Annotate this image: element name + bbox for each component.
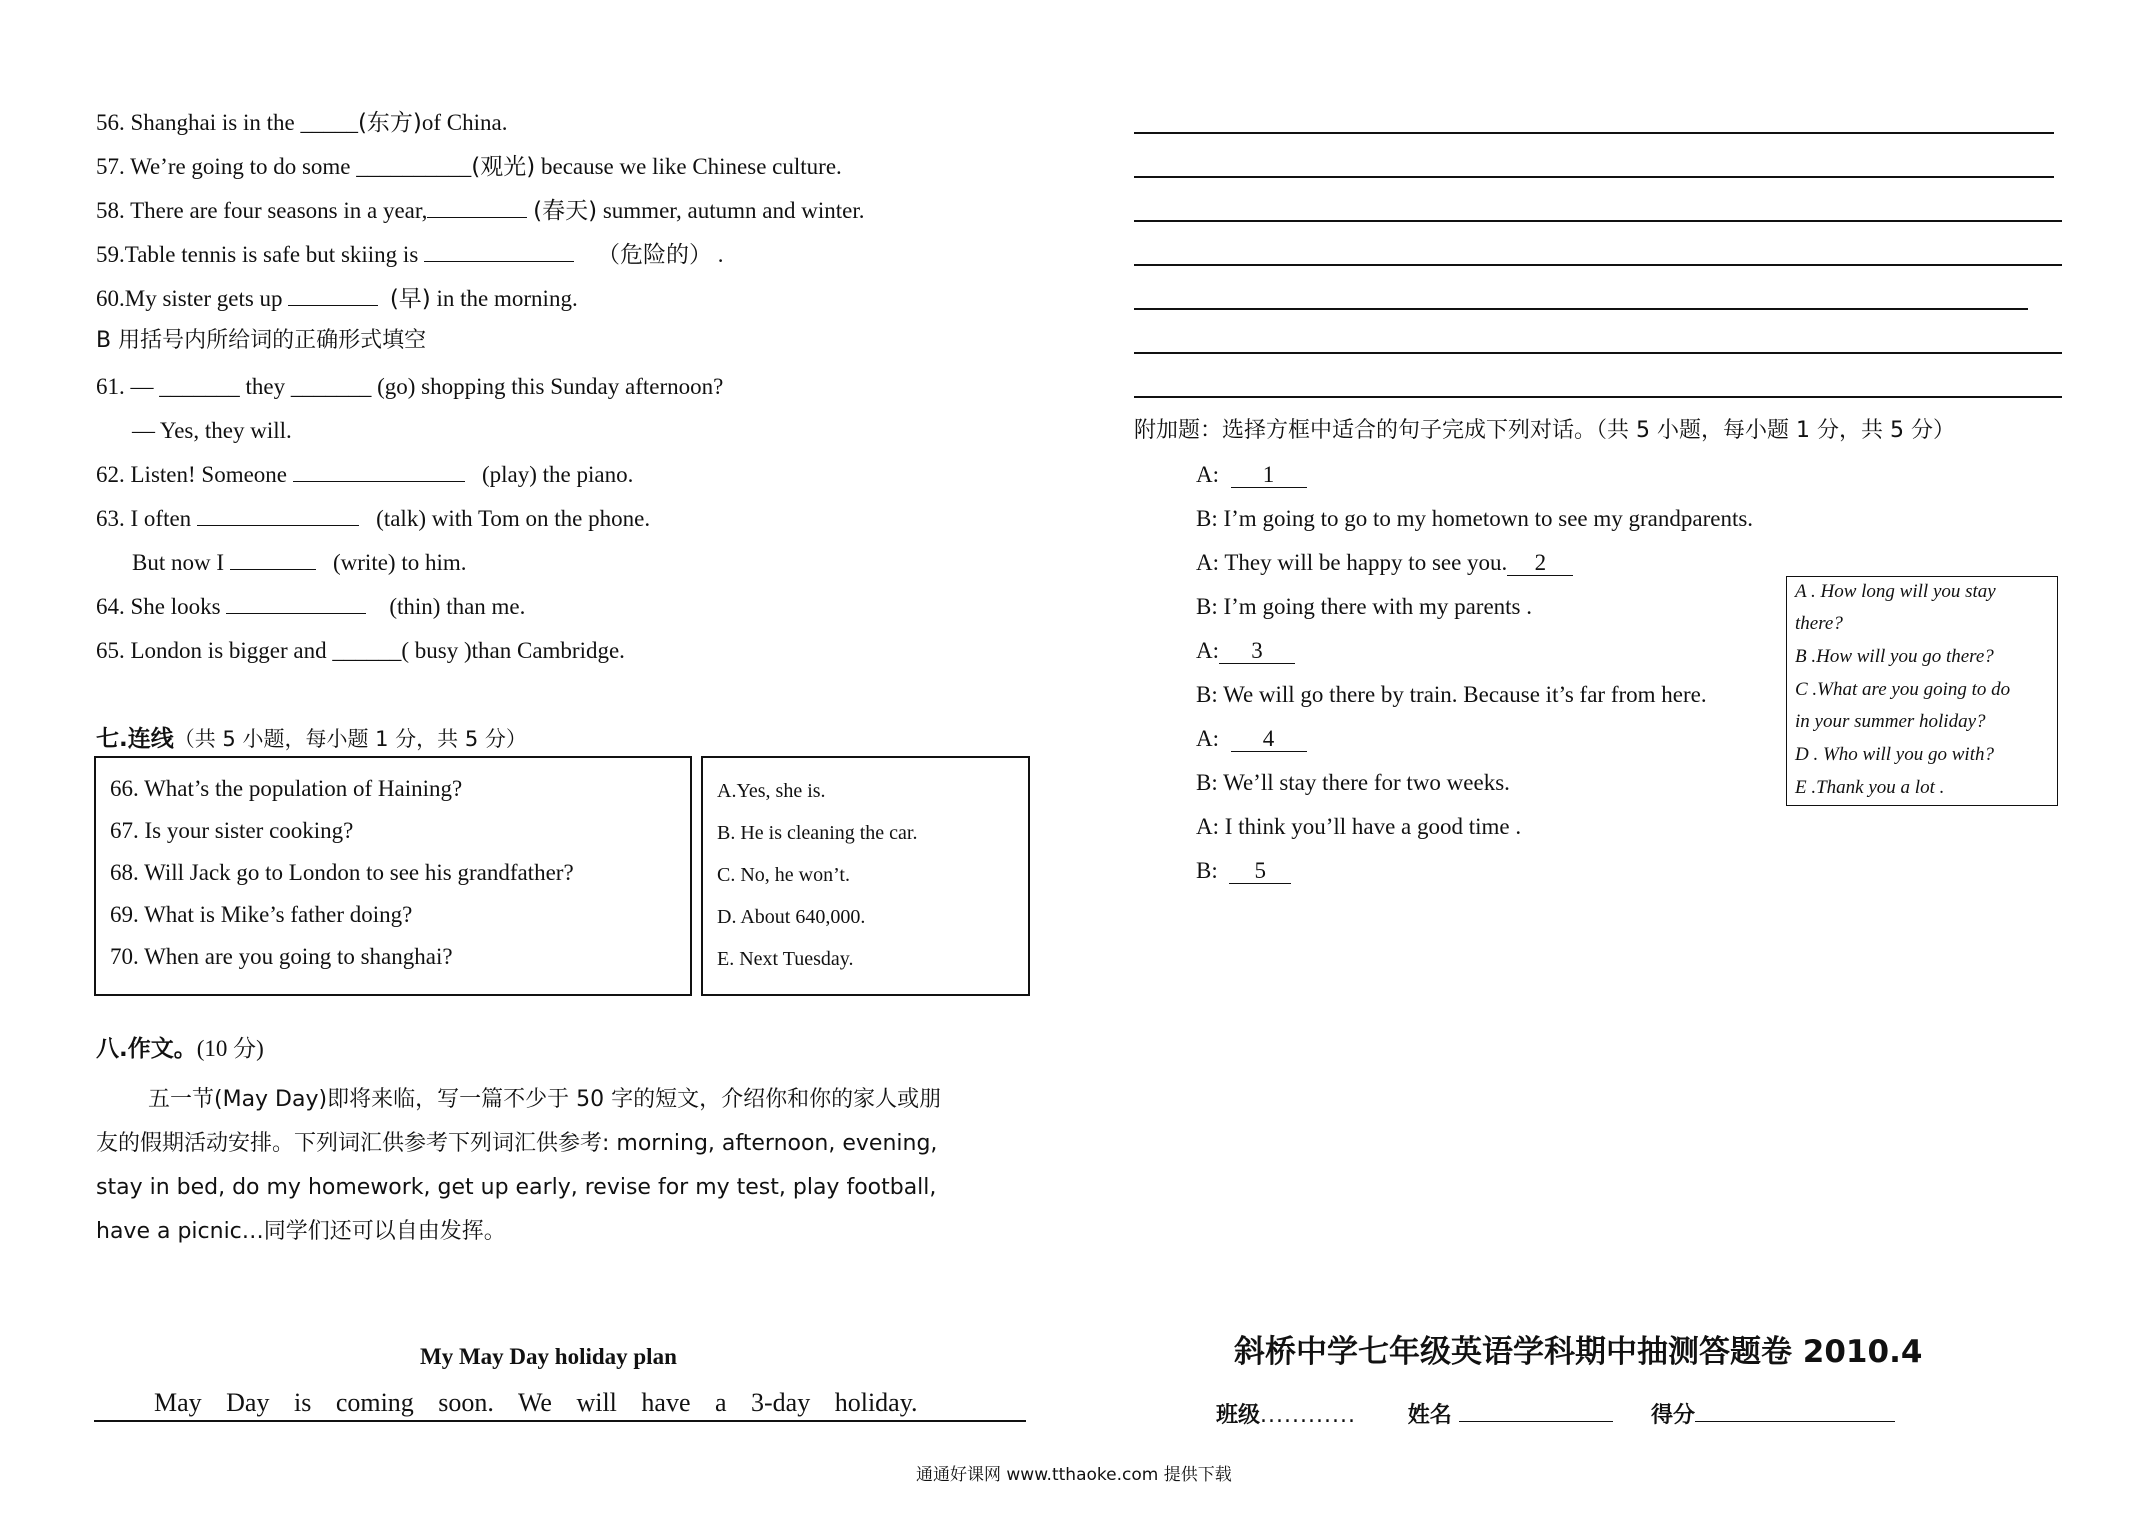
writing-line[interactable] xyxy=(1134,220,2062,222)
dialog-blank[interactable]: 4 xyxy=(1231,727,1307,752)
dialog-line-3: A: They will be happy to see you. 2 xyxy=(1196,548,1573,578)
writing-line[interactable] xyxy=(1134,308,2028,310)
option-text: C .What are you going to do xyxy=(1795,679,2011,700)
score-field[interactable] xyxy=(1695,1399,1895,1422)
dialog-line-2: B: I’m going to go to my hometown to see my grandparents. xyxy=(1196,506,1754,531)
composition-instructions: 五一节(May Day)即将来临，写一篇不少于 50 字的短文，介绍你和你的家人或朋 友的假期活动安排。下列词汇供参考下列词汇供参考: morning, afternoon, evening, stay in bed, do my homework, get up early, revise for my test, play football, have a picnic…同学们还可以自由发挥。 xyxy=(96,1087,942,1244)
matching-answer: C. No, he won’t. xyxy=(717,864,850,886)
matching-question: 66. What’s the population of Haining? xyxy=(110,776,463,801)
dialog-line-8: B: We’ll stay there for two weeks. xyxy=(1196,770,1510,795)
answer-sheet-title: 斜桥中学七年级英语学科期中抽测答题卷 2010.4 xyxy=(1234,1334,1923,1370)
question-63: 63. I often (talk) with Tom on the phone. xyxy=(96,506,651,531)
question-62: 62. Listen! Someone (play) the piano. xyxy=(96,462,634,487)
matching-question: 70. When are you going to shanghai? xyxy=(110,944,453,969)
footer-text: 通通好课网 www.tthaoke.com 提供下载 xyxy=(916,1465,1232,1485)
writing-line[interactable] xyxy=(1134,396,2062,398)
answer-blank[interactable] xyxy=(226,593,366,614)
essay-title: My May Day holiday plan xyxy=(420,1344,677,1369)
option-text: in your summer holiday? xyxy=(1795,711,1986,732)
matching-questions-box xyxy=(94,756,692,996)
dialog-line-10: B: 5 xyxy=(1196,856,1291,886)
question-57: 57. We’re going to do some __________(观光) because we like Chinese culture. xyxy=(96,154,842,180)
section-8-title: 八.作文。(10 分) xyxy=(96,1036,264,1062)
dialog-line-4: B: I’m going there with my parents . xyxy=(1196,594,1532,619)
question-59: 59.Table tennis is safe but skiing is （危险的） . xyxy=(96,242,724,268)
matching-question: 68. Will Jack go to London to see his grandfather? xyxy=(110,860,574,885)
answer-blank[interactable] xyxy=(230,549,316,570)
question-63b: But now I (write) to him. xyxy=(132,550,467,575)
writing-line[interactable] xyxy=(1134,176,2054,178)
writing-line[interactable] xyxy=(1134,352,2062,354)
dialog-blank[interactable]: 3 xyxy=(1219,639,1295,664)
option-text: D . Who will you go with? xyxy=(1795,744,1994,765)
answer-blank[interactable] xyxy=(197,505,359,526)
section-b-title: B 用括号内所给词的正确形式填空 xyxy=(96,328,427,353)
name-field[interactable] xyxy=(1459,1399,1613,1422)
bonus-title: 附加题：选择方框中适合的句子完成下列对话。（共 5 小题，每小题 1 分，共 5 分） xyxy=(1134,418,1955,443)
answer-blank[interactable] xyxy=(288,285,378,306)
matching-answer: A.Yes, she is. xyxy=(717,780,826,802)
dialog-line-1: A: 1 xyxy=(1196,460,1307,490)
answer-blank[interactable] xyxy=(427,197,527,218)
options-box xyxy=(1786,576,2058,806)
writing-line[interactable] xyxy=(1134,264,2062,266)
essay-first-line[interactable]: May Day is coming soon. We will have a 3-day holiday. xyxy=(94,1386,1026,1422)
matching-answer: D. About 640,000. xyxy=(717,906,866,928)
matching-question: 67. Is your sister cooking? xyxy=(110,818,354,843)
question-65: 65. London is bigger and ______( busy )than Cambridge. xyxy=(96,638,625,663)
dialog-line-9: A: I think you’ll have a good time . xyxy=(1196,814,1522,839)
dialog-blank[interactable]: 1 xyxy=(1231,463,1307,488)
answer-blank[interactable] xyxy=(293,461,465,482)
dialog-line-7: A: 4 xyxy=(1196,724,1307,754)
writing-line[interactable] xyxy=(1134,132,2054,134)
matching-answer: B. He is cleaning the car. xyxy=(717,822,918,844)
option-text: there? xyxy=(1795,613,1843,634)
question-64: 64. She looks (thin) than me. xyxy=(96,594,526,619)
dialog-line-5: A: 3 xyxy=(1196,636,1295,666)
question-58: 58. There are four seasons in a year, (春天) summer, autumn and winter. xyxy=(96,198,865,224)
class-field[interactable]: ............ xyxy=(1260,1403,1356,1428)
matching-answers-box xyxy=(701,756,1030,996)
answer-blank[interactable] xyxy=(424,241,574,262)
question-61: 61. — _______ they _______ (go) shopping this Sunday afternoon? xyxy=(96,374,724,399)
matching-answer: E. Next Tuesday. xyxy=(717,948,854,970)
section-7-title: 七.连线（共 5 小题，每小题 1 分，共 5 分） xyxy=(96,726,527,752)
option-text: B .How will you go there? xyxy=(1795,646,1994,667)
option-text: A . How long will you stay xyxy=(1795,581,1996,602)
question-60: 60.My sister gets up (早) in the morning. xyxy=(96,286,578,312)
dialog-blank[interactable]: 2 xyxy=(1507,551,1573,576)
question-56: 56. Shanghai is in the _____(东方)of China. xyxy=(96,110,508,136)
dialog-blank[interactable]: 5 xyxy=(1229,859,1291,884)
dialog-line-6: B: We will go there by train. Because it’s far from here. xyxy=(1196,682,1707,707)
question-61-answer: — Yes, they will. xyxy=(132,418,292,443)
answer-sheet-fields: 班级............ 姓名 得分 xyxy=(1216,1398,1895,1429)
matching-question: 69. What is Mike’s father doing? xyxy=(110,902,413,927)
option-text: E .Thank you a lot . xyxy=(1795,777,1945,798)
